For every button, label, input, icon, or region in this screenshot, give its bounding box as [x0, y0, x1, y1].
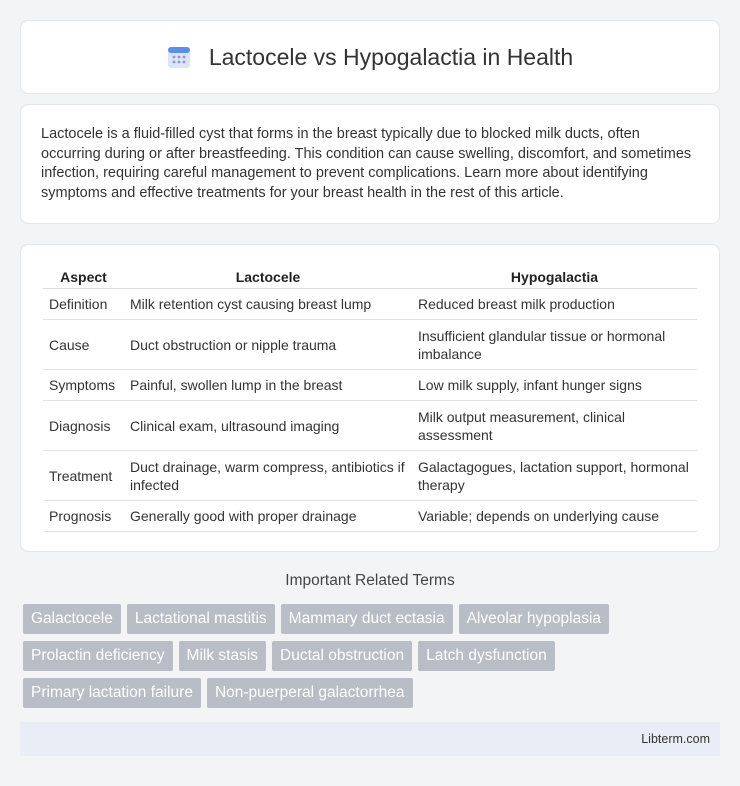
table-row: [43, 451, 697, 501]
page-title: Lactocele vs Hypogalactia in Health: [208, 43, 574, 70]
table-cell: Generally good with proper drainage: [124, 501, 412, 532]
related-term-tag[interactable]: Mammary duct ectasia: [281, 604, 453, 634]
footer-site-link[interactable]: Libterm.com: [641, 732, 710, 746]
table-cell: Duct obstruction or nipple trauma: [124, 320, 412, 370]
related-terms-list: [23, 604, 723, 708]
related-term-tag[interactable]: Latch dysfunction: [418, 641, 555, 671]
table-row: [43, 370, 697, 401]
calendar-icon: [167, 45, 191, 69]
intro-text: Lactocele is a fluid-filled cyst that forms in the breast typically due to blocked milk ducts, often occurring during or after breastfeeding. This condition can cause swelling, discomfort, and sometimes infection, requiring careful management to prevent complications. Learn more about identifying symptoms and effective treatments for your breast health in the rest of this article.: [41, 126, 692, 201]
table-cell: Treatment: [43, 451, 124, 501]
table-cell: Galactagogues, lactation support, hormonal therapy: [412, 451, 697, 501]
related-term-tag[interactable]: Primary lactation failure: [23, 678, 201, 708]
table-row: [43, 501, 697, 532]
related-term-tag[interactable]: Prolactin deficiency: [23, 641, 173, 671]
table-row: [43, 401, 697, 451]
table-cell: Milk output measurement, clinical assessment: [412, 401, 697, 451]
related-terms-title: Important Related Terms: [285, 572, 455, 589]
comparison-table: [43, 265, 697, 532]
comparison-card: [20, 244, 720, 552]
related-term-tag[interactable]: Galactocele: [23, 604, 121, 634]
column-header: Hypogalactia: [412, 265, 697, 289]
related-term-tag[interactable]: Ductal obstruction: [272, 641, 412, 671]
table-row: [43, 289, 697, 320]
related-term-tag[interactable]: Milk stasis: [179, 641, 266, 671]
table-cell: Painful, swollen lump in the breast: [124, 370, 412, 401]
footer: [20, 722, 720, 756]
table-cell: Cause: [43, 320, 124, 370]
table-cell: Prognosis: [43, 501, 124, 532]
related-term-tag[interactable]: Non-puerperal galactorrhea: [207, 678, 413, 708]
header-card: [20, 20, 720, 94]
table-cell: Low milk supply, infant hunger signs: [412, 370, 697, 401]
intro-card: [20, 104, 720, 224]
table-cell: Clinical exam, ultrasound imaging: [124, 401, 412, 451]
table-cell: Duct drainage, warm compress, antibiotics if infected: [124, 451, 412, 501]
table-cell: Variable; depends on underlying cause: [412, 501, 697, 532]
related-term-tag[interactable]: Lactational mastitis: [127, 604, 275, 634]
related-term-tag[interactable]: Alveolar hypoplasia: [459, 604, 609, 634]
column-header: Lactocele: [124, 265, 412, 289]
table-header-row: [43, 265, 697, 289]
table-cell: Milk retention cyst causing breast lump: [124, 289, 412, 320]
table-cell: Diagnosis: [43, 401, 124, 451]
table-cell: Symptoms: [43, 370, 124, 401]
table-row: [43, 320, 697, 370]
table-cell: Definition: [43, 289, 124, 320]
table-cell: Reduced breast milk production: [412, 289, 697, 320]
column-header: Aspect: [43, 265, 124, 289]
table-cell: Insufficient glandular tissue or hormonal imbalance: [412, 320, 697, 370]
